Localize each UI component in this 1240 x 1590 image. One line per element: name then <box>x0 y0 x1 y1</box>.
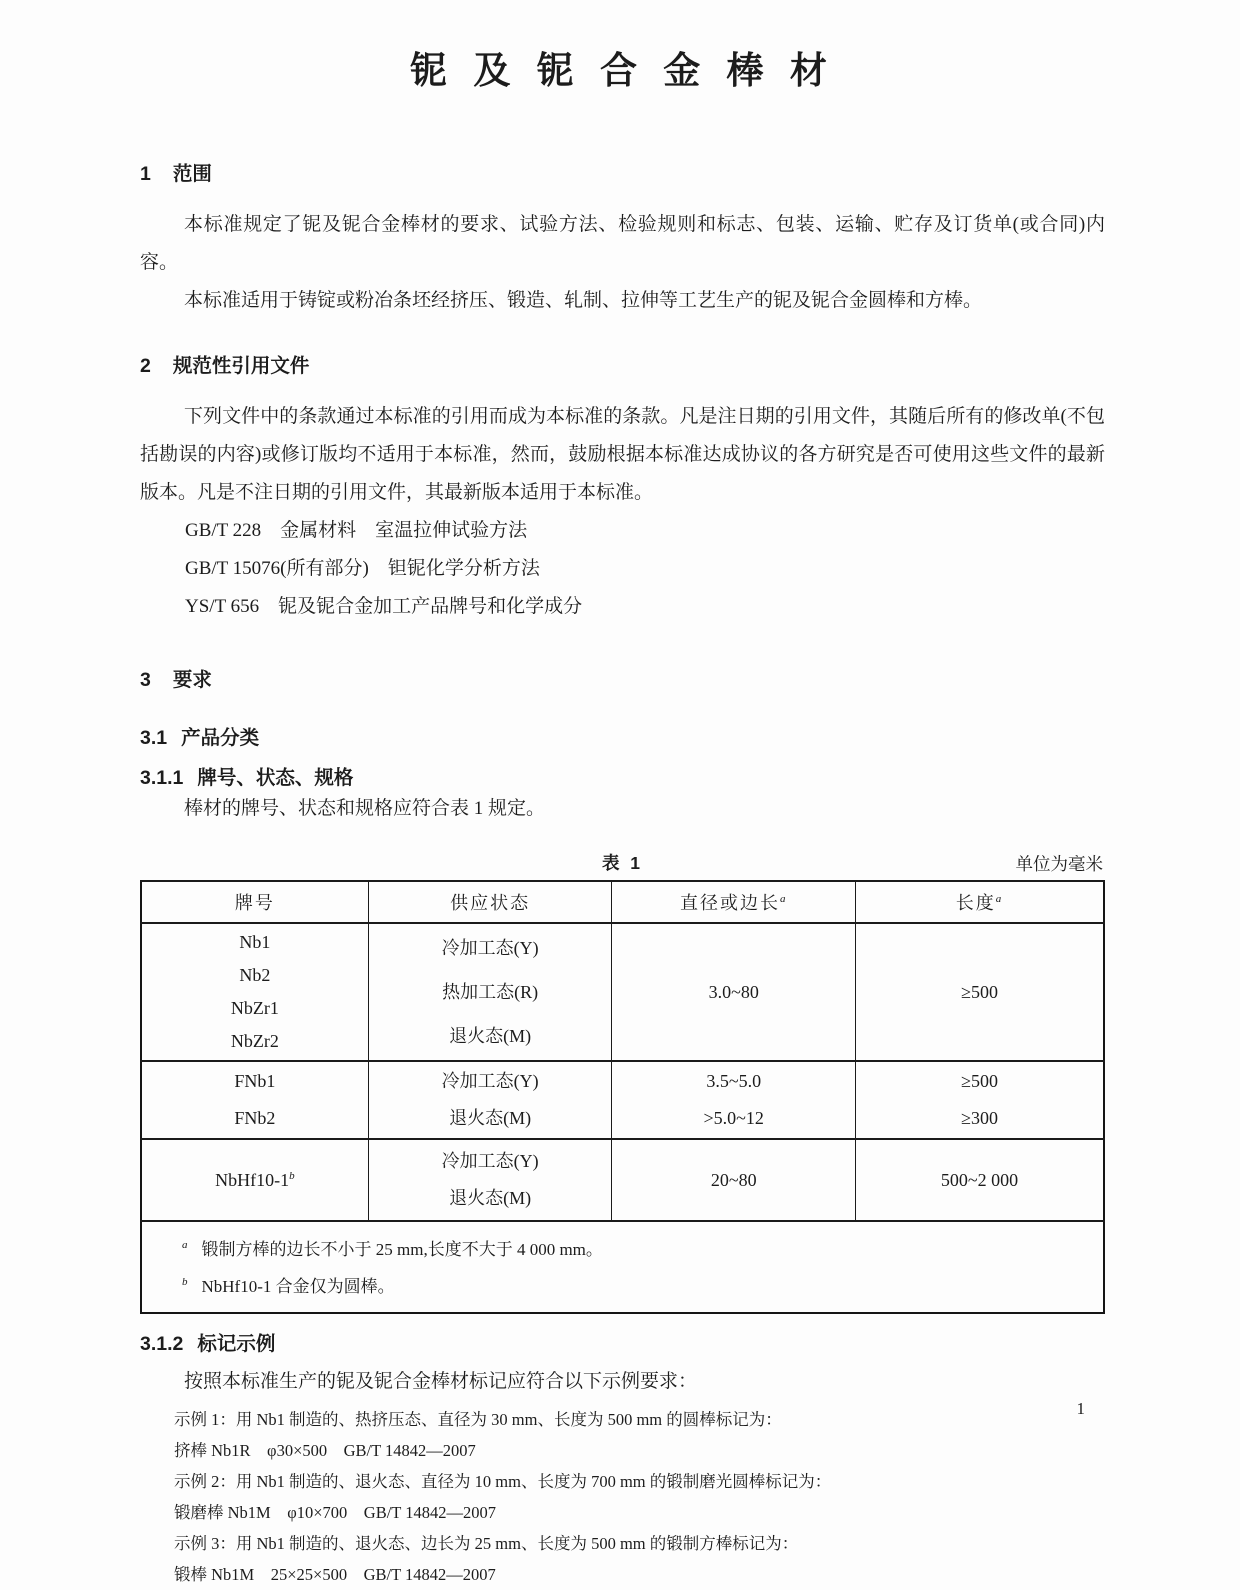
cell-grades <box>141 923 368 1061</box>
reference-item-gbt228: GB/T 228 金属材料 室温拉伸试验方法 <box>185 520 528 541</box>
section-3-1-1-title: 牌号、状态、规格 <box>197 767 354 789</box>
section-3-number: 3 <box>140 669 151 691</box>
column-header-grade-label: 牌号 <box>234 893 275 913</box>
size-value: 3.5~5.0 <box>706 1071 762 1091</box>
footnote-a-marker: a <box>182 1239 188 1252</box>
section-3-1-1-number: 3.1.1 <box>140 767 184 789</box>
spacer <box>140 378 1105 398</box>
column-header-grade <box>141 881 368 923</box>
state-value: 退火态(M) <box>449 1026 532 1046</box>
column-header-size <box>612 881 856 923</box>
cell-size: 20~80 <box>612 1139 856 1221</box>
section-3-1-2-number: 3.1.2 <box>140 1333 184 1355</box>
section-3-1-2-heading <box>140 1328 1105 1356</box>
table-caption: 表 1 <box>601 853 644 873</box>
state-value: 退火态(M) <box>449 1188 532 1208</box>
length-value: ≥500 <box>961 1071 998 1091</box>
table-header-row <box>141 881 1104 923</box>
section-3-1-2-title: 标记示例 <box>197 1333 276 1355</box>
table-row <box>141 1139 1104 1221</box>
scope-paragraph-1: 本标准规定了铌及铌合金棒材的要求、试验方法、检验规则和标志、包装、运输、贮存及订货单(或合同)内容。 <box>140 214 1105 273</box>
example-2-description: 示例 2：用 Nb1 制造的、退火态、直径为 10 mm、长度为 700 mm 的锻制磨光圆棒标记为： <box>174 1472 832 1491</box>
column-header-length-label: 长度 <box>955 893 996 913</box>
cell-size: 3.0~80 <box>612 923 856 1061</box>
spacer <box>140 1314 1105 1328</box>
grade-value: NbZr2 <box>230 1031 279 1051</box>
reference-item-yst656: YS/T 656 铌及铌合金加工产品牌号和化学成分 <box>185 596 583 617</box>
section-1-title: 范围 <box>172 163 212 185</box>
column-header-state <box>368 881 612 923</box>
grade-value: Nb1 <box>239 932 271 952</box>
state-value: 冷加工态(Y) <box>441 1071 539 1091</box>
example-1-description: 示例 1：用 Nb1 制造的、热挤压态、直径为 30 mm、长度为 500 mm 的圆棒标记为： <box>174 1410 782 1429</box>
cell-states <box>368 1061 612 1139</box>
spacer <box>140 320 1105 350</box>
size-value: >5.0~12 <box>703 1108 764 1128</box>
footnote-b-marker: b <box>182 1276 188 1289</box>
table-caption-row <box>140 850 1105 880</box>
state-value: 退火态(M) <box>449 1108 532 1128</box>
cell-length: ≥500 <box>856 923 1104 1061</box>
grade-value: FNb1 <box>234 1071 276 1091</box>
table-row <box>141 1061 1104 1139</box>
page-number: 1 <box>1076 1399 1085 1418</box>
grade-value: NbHf10-1 <box>215 1169 290 1190</box>
references-paragraph: 下列文件中的条款通过本标准的引用而成为本标准的条款。凡是注日期的引用文件，其随后所有的修改单(不包括勘误的内容)或修订版均不适用于本标准，然而，鼓励根据本标准达成协议的各方研究是否可使用这些文件的最新版本。凡是不注日期的引用文件，其最新版本适用于本标准。 <box>140 406 1105 503</box>
example-2-mark: 锻磨棒 Nb1M φ10×700 GB/T 14842—2007 <box>174 1503 496 1522</box>
column-header-length <box>856 881 1104 923</box>
section-3-title: 要求 <box>172 669 212 691</box>
example-1-mark: 挤棒 Nb1R φ30×500 GB/T 14842—2007 <box>174 1441 476 1460</box>
state-value: 冷加工态(Y) <box>441 1151 539 1171</box>
footnote-b-text: NbHf10-1 合金仅为圆棒。 <box>201 1277 395 1296</box>
footnote-marker-a: a <box>779 893 788 905</box>
section-3-1-title: 产品分类 <box>181 727 260 749</box>
section-3-heading <box>140 664 1105 692</box>
example-3-mark: 锻棒 Nb1M 25×25×500 GB/T 14842—2007 <box>174 1565 496 1584</box>
spacer <box>140 186 1105 206</box>
cell-size <box>612 1061 856 1139</box>
section-1-number: 1 <box>140 163 151 185</box>
table-row <box>141 923 1104 1061</box>
section-2-number: 2 <box>140 355 151 377</box>
footnote-marker-b: b <box>289 1169 295 1182</box>
marking-intro: 按照本标准生产的铌及铌合金棒材标记应符合以下示例要求： <box>184 1371 698 1392</box>
scope-paragraph-2: 本标准适用于铸锭或粉冶条坯经挤压、锻造、轧制、拉伸等工艺生产的铌及铌合金圆棒和方棒。 <box>184 290 983 311</box>
document-title: 铌 及 铌 合 金 棒 材 <box>410 50 835 91</box>
grades-paragraph: 棒材的牌号、状态和规格应符合表 1 规定。 <box>184 798 546 819</box>
spacer <box>140 94 1105 158</box>
cell-length: 500~2 000 <box>856 1139 1104 1221</box>
footnote-b <box>182 1268 1103 1305</box>
state-value: 冷加工态(Y) <box>441 938 539 958</box>
length-value: ≥300 <box>961 1108 998 1128</box>
column-header-state-label: 供应状态 <box>450 893 531 913</box>
table-1 <box>140 880 1105 1314</box>
section-3-1-number: 3.1 <box>140 727 168 749</box>
cell-states <box>368 923 612 1061</box>
footnote-a <box>182 1231 1103 1268</box>
spacer <box>140 626 1105 664</box>
grade-value: Nb2 <box>239 965 271 985</box>
table-footnotes-row <box>141 1221 1104 1313</box>
section-2-heading <box>140 350 1105 378</box>
reference-item-gbt15076: GB/T 15076(所有部分) 钽铌化学分析方法 <box>185 558 540 579</box>
footnote-a-text: 锻制方棒的边长不小于 25 mm,长度不大于 4 000 mm。 <box>201 1240 603 1259</box>
example-3-description: 示例 3：用 Nb1 制造的、退火态、边长为 25 mm、长度为 500 mm 的锻制方棒标记为： <box>174 1534 799 1553</box>
section-2-title: 规范性引用文件 <box>172 355 310 377</box>
section-1-heading <box>140 158 1105 186</box>
grade-value: NbZr1 <box>230 998 279 1018</box>
cell-grades <box>141 1139 368 1221</box>
section-3-1-1-heading <box>140 762 1105 790</box>
state-value: 热加工态(R) <box>442 982 539 1002</box>
table-footnotes-cell <box>141 1221 1104 1313</box>
cell-states <box>368 1139 612 1221</box>
section-3-1-heading <box>140 722 1105 750</box>
spacer <box>140 692 1105 722</box>
spacer <box>140 750 1105 762</box>
grade-value: FNb2 <box>234 1108 276 1128</box>
marking-examples <box>140 1404 1105 1590</box>
column-header-size-label: 直径或边长 <box>679 893 780 913</box>
table-unit-note: 单位为毫米 <box>1015 854 1103 874</box>
cell-grades <box>141 1061 368 1139</box>
cell-length <box>856 1061 1104 1139</box>
footnote-marker-a: a <box>995 893 1004 905</box>
